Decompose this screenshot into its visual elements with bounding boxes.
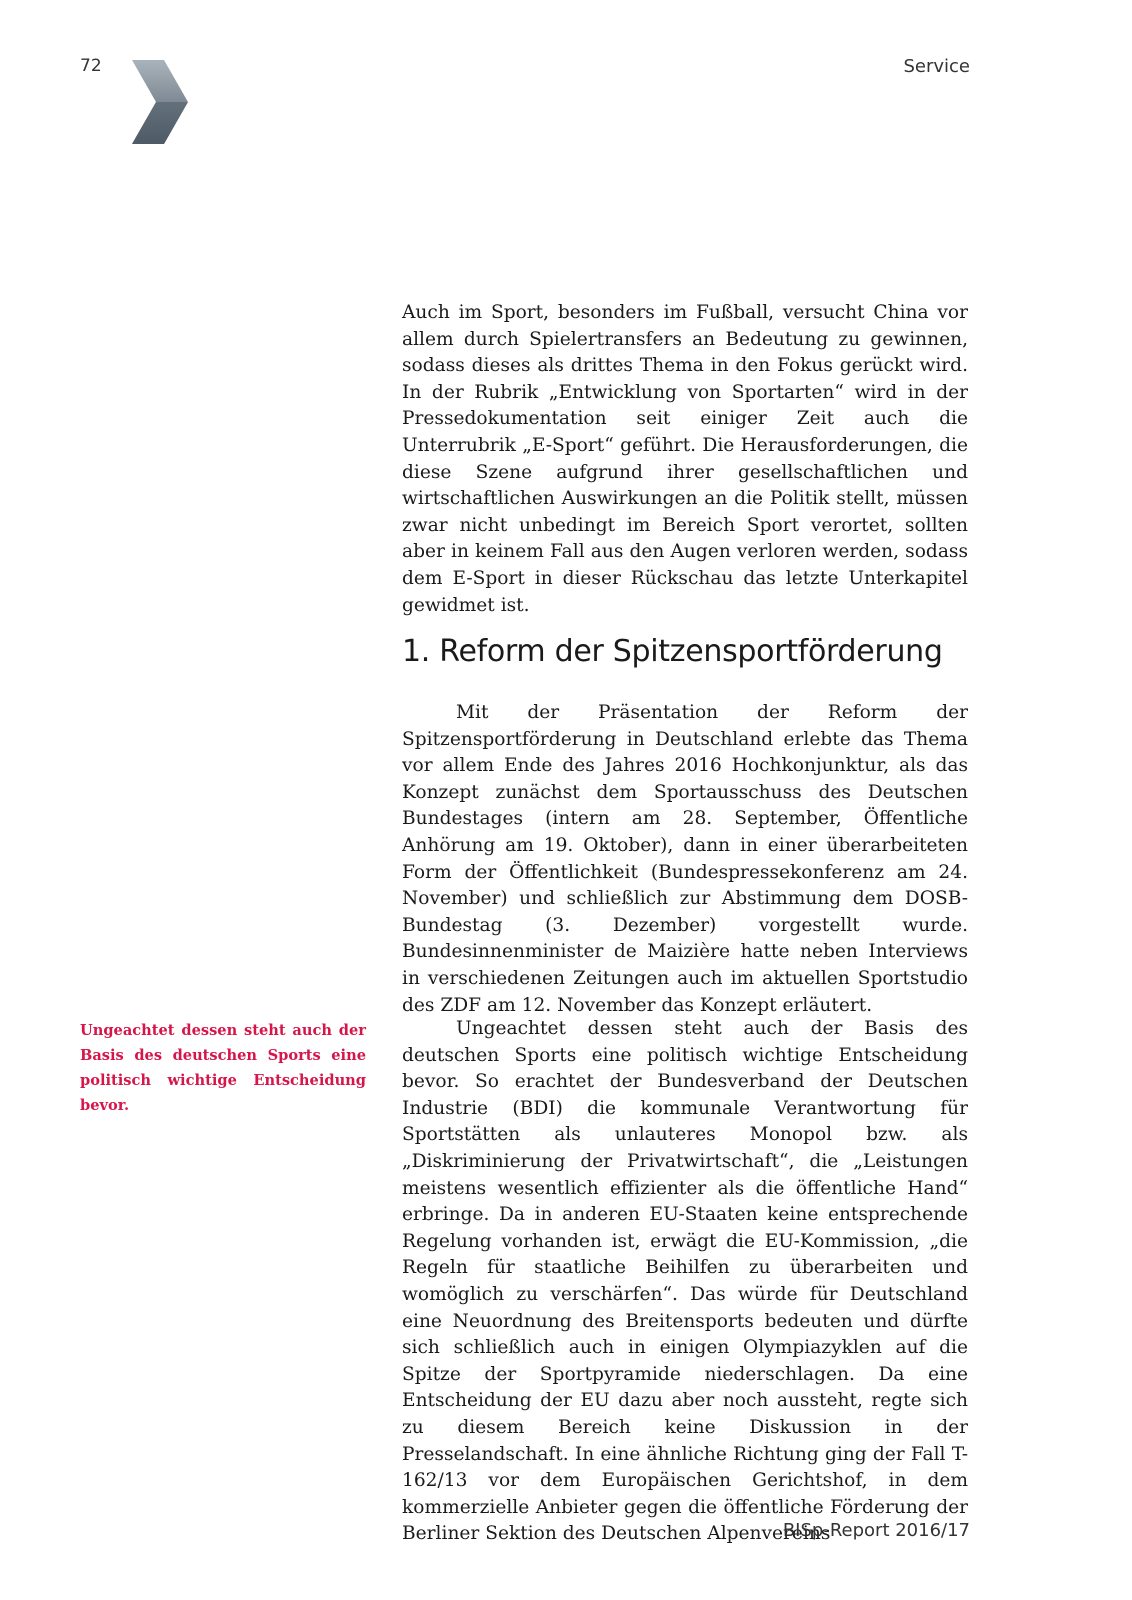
- page-number: 72: [80, 56, 102, 76]
- chevron-right-icon: [130, 60, 188, 144]
- margin-note: Ungeachtet dessen steht auch der Basis des deutschen Sports eine politisch wichtige Entscheidung bevor.: [80, 1022, 366, 1114]
- body-paragraph-2: Ungeachtet dessen steht auch der Basis des deutschen Sports eine politisch wichtige Entscheidung bevor. So erachtet der Bundesverband der Deutschen Industrie (BDI) die kommunale Verantwortung für Sportstätten als unlauteres Monopol bzw. als „Diskriminierung der Privatwirtschaft“, die „Leistungen meistens wesentlich effizienter als die öffentliche Hand“ erbringe. Da in anderen EU-Staaten keine entsprechende Regelung vorhanden ist, erwägt die EU-Kommission, „die Regeln für staatliche Beihilfen zu überarbeiten und womöglich zu verschärfen“. Das würde für Deutschland eine Neuordnung des Breitensports bedeuten und dürfte sich schließlich auch in einigen Olympiazyklen auf die Spitze der Sportpyramide niederschlagen. Da eine Entscheidung der EU dazu aber noch aussteht, regte sich zu diesem Bereich keine Diskussion in der Presselandschaft. In eine ähnliche Richtung ging der Fall T-162/13 vor dem Europäischen Gerichtshof, in dem kommerzielle Anbieter gegen die öffentliche Förderung der Berliner Sektion des Deutschen Alpenvereins: [402, 1018, 968, 1545]
- body-paragraph-1: Mit der Präsentation der Reform der Spitzensportförderung in Deutschland erlebte das Thema vor allem Ende des Jahres 2016 Hochkonjunktur, als das Konzept zunächst dem Sportausschuss des Deutschen Bundestages (intern am 28. September, Öffentliche Anhörung am 19. Oktober), dann in einer überarbeiteten Form der Öffentlichkeit (Bundespressekonferenz am 24. November) und schließlich zur Abstimmung dem DOSB-Bundestag (3. Dezember) vorgestellt wurde. Bundesinnenminister de Maizière hatte neben Interviews in verschiedenen Zeitungen auch im aktuellen Sportstudio des ZDF am 12. November das Konzept erläutert.: [402, 702, 968, 1016]
- section-heading: 1. Reform der Spitzensportförderung: [402, 634, 943, 669]
- intro-paragraph: Auch im Sport, besonders im Fußball, versucht China vor allem durch Spielertransfers an Bedeutung zu gewinnen, sodass dieses als drittes Thema in den Fokus gerückt wird. In der Rubrik „Entwicklung von Sportarten“ wird in der Pressedokumentation seit einiger Zeit auch die Unterrubrik „E-Sport“ geführt. Die Herausforderungen, die diese Szene aufgrund ihrer gesellschaftlichen und wirtschaftlichen Auswirkungen an die Politik stellt, müssen zwar nicht unbedingt im Bereich Sport verortet, sollten aber in keinem Fall aus den Augen verloren werden, sodass dem E-Sport in dieser Rückschau das letzte Unterkapitel gewidmet ist.: [402, 302, 968, 616]
- footer-report-label: BISp-Report 2016/17: [782, 1520, 970, 1541]
- section-label: Service: [903, 56, 970, 77]
